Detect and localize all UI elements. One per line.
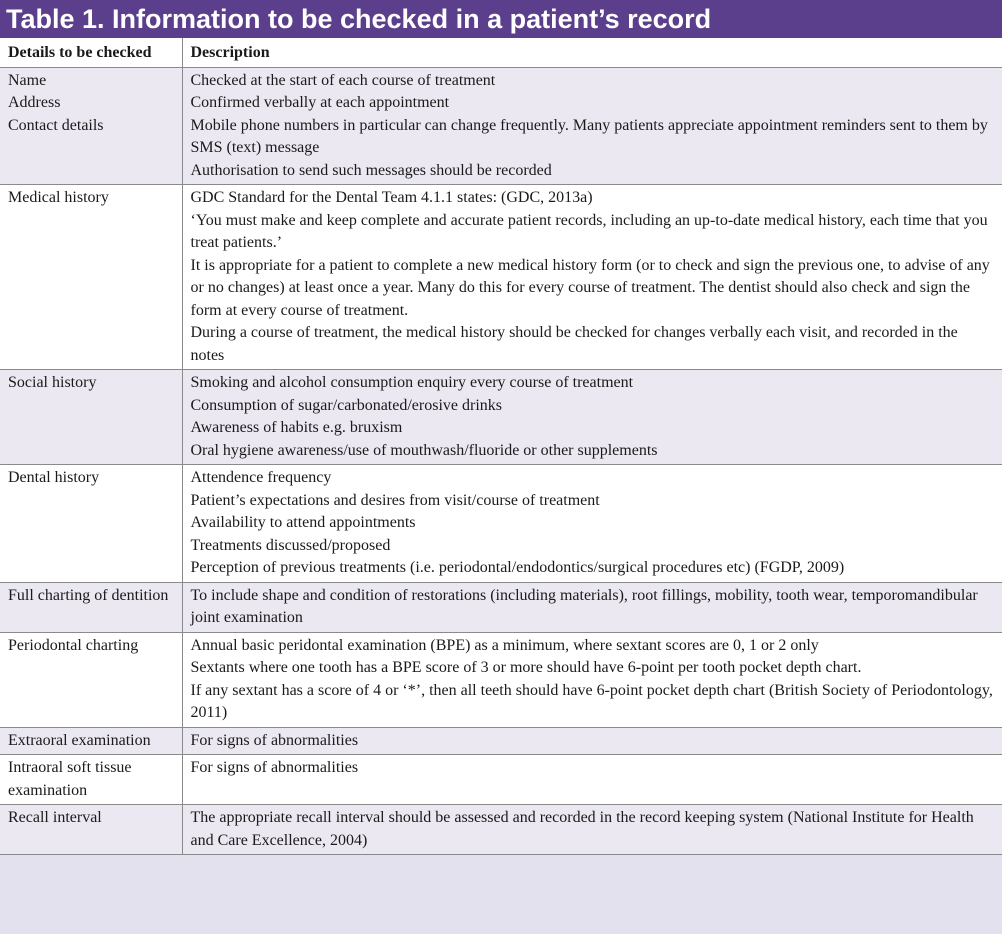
detail-cell (0, 805, 182, 855)
description-line: Confirmed verbally at each appointment (190, 94, 450, 111)
description-line: Oral hygiene awareness/use of mouthwash/fluoride or other supplements (190, 441, 658, 459)
detail-line: Contact details (8, 116, 104, 134)
description-line: Checked at the start of each course of treatment (190, 71, 496, 89)
description-line: The appropriate recall interval should be assessed and recorded in the record keeping system (National Institute for Health and Care Excellence, 2004) (190, 809, 974, 849)
description-line: Sextants where one tooth has a BPE score of 3 or more should have 6-point per tooth pocket depth chart. (190, 659, 862, 676)
detail-line: Medical history (8, 189, 109, 206)
description-line: GDC Standard for the Dental Team 4.1.1 states: (GDC, 2013a) (190, 189, 593, 206)
detail-cell (0, 185, 182, 370)
description-line: Authorisation to send such messages should be recorded (190, 161, 552, 179)
description-line: For signs of abnormalities (190, 759, 359, 776)
detail-cell (0, 632, 182, 727)
table-row (0, 727, 1002, 755)
description-line: Treatments discussed/proposed (190, 536, 391, 554)
description-line: Smoking and alcohol consumption enquiry every course of treatment (190, 374, 634, 391)
description-cell (182, 67, 1002, 185)
description-line: To include shape and condition of restorations (including materials), root fillings, mobility, tooth wear, temporomandibular joint examination (190, 586, 978, 626)
description-line: Awareness of habits e.g. bruxism (190, 419, 403, 436)
header-row (0, 38, 1002, 67)
description-cell (182, 185, 1002, 370)
detail-cell (0, 582, 182, 632)
description-cell (182, 727, 1002, 755)
description-line: For signs of abnormalities (190, 731, 359, 749)
detail-cell (0, 727, 182, 755)
description-cell (182, 370, 1002, 465)
description-line: Consumption of sugar/carbonated/erosive drinks (190, 396, 502, 414)
patient-record-table (0, 38, 1002, 855)
table-row (0, 755, 1002, 805)
table-row (0, 805, 1002, 855)
detail-cell (0, 370, 182, 465)
table-row (0, 67, 1002, 185)
detail-line: Social history (8, 374, 97, 391)
description-cell (182, 582, 1002, 632)
detail-cell (0, 67, 182, 185)
description-cell (182, 805, 1002, 855)
description-cell (182, 755, 1002, 805)
header-description: Description (182, 38, 1002, 67)
description-line: Attendence frequency (190, 469, 332, 486)
description-line: If any sextant has a score of 4 or ‘*’, then all teeth should have 6-point pocket depth chart (British Society of Periodontology, 2011) (190, 681, 993, 721)
description-line: Patient’s expectations and desires from visit/course of treatment (190, 491, 600, 509)
description-line: Annual basic peridontal examination (BPE) as a minimum, where sextant scores are 0, 1 or 2 only (190, 636, 819, 654)
table-row (0, 370, 1002, 465)
table-row (0, 582, 1002, 632)
description-cell (182, 465, 1002, 583)
detail-line: Full charting of dentition (8, 586, 169, 604)
description-line: It is appropriate for a patient to complete a new medical history form (or to check and sign the previous one, to advise of any or no changes) at least once a year. Many do this for every course of treatment. The dentist should also check and sign the form at every course of treatment. (190, 256, 990, 319)
detail-line: Dental history (8, 469, 100, 486)
description-line: Availability to attend appointments (190, 514, 416, 531)
table-row (0, 632, 1002, 727)
detail-cell (0, 465, 182, 583)
detail-line: Recall interval (8, 809, 102, 826)
table-row (0, 185, 1002, 370)
description-line: During a course of treatment, the medical history should be checked for changes verbally each visit, and recorded in the notes (190, 324, 958, 364)
detail-line: Intraoral soft tissue examination (8, 759, 132, 799)
description-line: Mobile phone numbers in particular can change frequently. Many patients appreciate appointment reminders sent to them by SMS (text) message (190, 116, 988, 156)
description-line: Perception of previous treatments (i.e. periodontal/endodontics/surgical procedures etc) (FGDP, 2009) (190, 559, 845, 576)
description-cell (182, 632, 1002, 727)
detail-line: Address (8, 94, 61, 111)
detail-line: Periodontal charting (8, 636, 139, 654)
table-row (0, 465, 1002, 583)
detail-cell (0, 755, 182, 805)
description-line: ‘You must make and keep complete and accurate patient records, including an up-to-date medical history, each time that you treat patients.’ (190, 211, 988, 251)
detail-line: Name (8, 71, 47, 89)
detail-line: Extraoral examination (8, 731, 151, 749)
table-title: Table 1. Information to be checked in a patient’s record (0, 0, 1002, 38)
header-details: Details to be checked (0, 38, 182, 67)
